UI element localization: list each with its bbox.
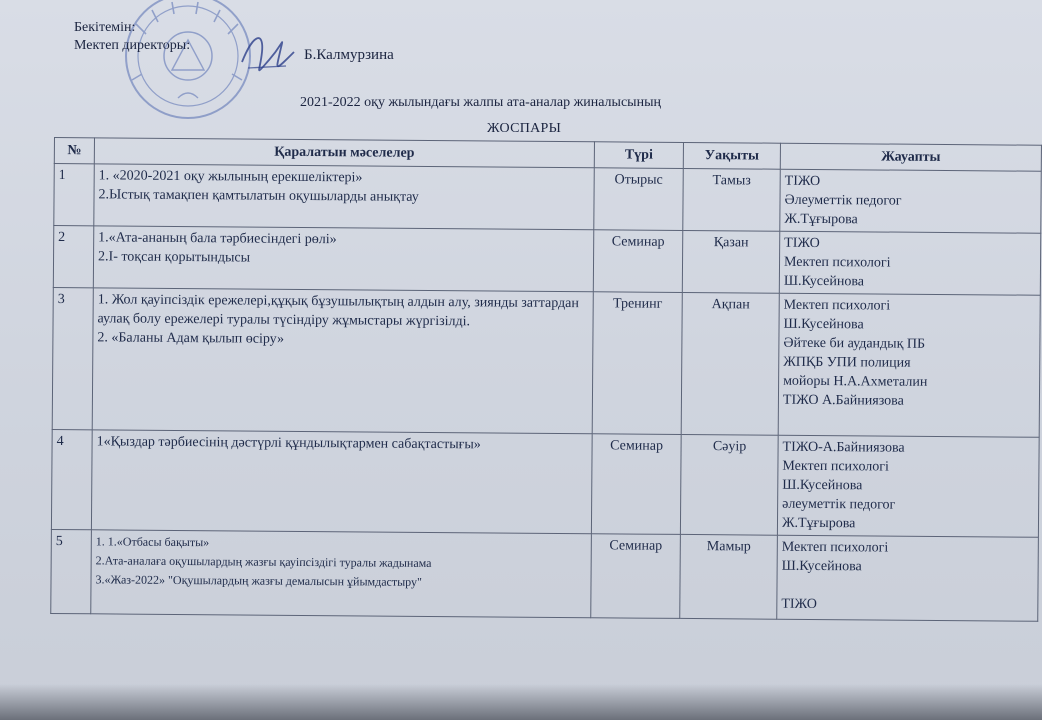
row-type: Семинар — [591, 434, 681, 535]
responsible-item: ТІЖО А.Байниязова — [782, 392, 904, 409]
row-type: Семинар — [593, 230, 682, 293]
row-time: Мамыр — [680, 534, 778, 619]
column-header-number: № — [54, 138, 94, 164]
photo-right-margin — [1042, 0, 1056, 720]
responsible-item: Мектеп психологі — [782, 458, 890, 475]
issue-item: 1. «2020-2021 оқу жылының ерекшеліктері» — [98, 168, 363, 186]
issue-item: 2.Ата-аналаға оқушылардың жазғы қауіпсіздігі туралы жадынама — [95, 553, 432, 570]
row-type: Отырыс — [594, 168, 683, 231]
responsible-item: ТІЖО-А.Байниязова — [782, 439, 905, 456]
table-row — [53, 226, 1040, 296]
row-time: Тамыз — [683, 168, 780, 231]
table-row — [52, 287, 1040, 437]
responsible-item: Мектеп психологі — [781, 539, 889, 556]
issue-item: 1. 1.«Отбасы бақыты» — [95, 534, 210, 550]
responsible-item: Ж.Тұғырова — [784, 211, 858, 228]
responsible-item: Ш.Кусейнова — [783, 316, 864, 333]
photo-bottom-shadow — [0, 684, 1056, 720]
issue-item: 1«Қыздар тәрбиесінің дәстүрлі құндылықтармен сабақтастығы» — [96, 434, 481, 453]
approved-label: Бекітемін: — [74, 20, 136, 35]
plan-table — [50, 137, 1042, 622]
responsible-item — [781, 576, 1033, 597]
row-number: 3 — [52, 287, 93, 429]
issue-item: 2. «Баланы Адам қылып өсіру» — [97, 330, 285, 347]
responsible-item: Ш.Кусейнова — [781, 558, 862, 575]
row-number: 1 — [54, 164, 94, 226]
responsible-item: әлеуметтік педогог — [782, 496, 896, 513]
row-number: 5 — [51, 529, 92, 613]
issue-item: 2.І- тоқсан қорытындысы — [98, 249, 251, 266]
row-type: Семинар — [591, 534, 681, 619]
director-name: Б.Калмурзина — [304, 47, 394, 63]
column-header-type: Түрі — [594, 142, 683, 169]
responsible-item: ТІЖО — [784, 235, 820, 252]
table-row — [51, 429, 1039, 537]
column-header-issues: Қаралатын мәселелер — [94, 138, 594, 168]
director-label: Мектеп директоры: — [74, 38, 191, 53]
row-responsible — [780, 169, 1041, 233]
issue-item: 3.«Жаз-2022» "Оқушылардың жазғы демалысын ұйымдастыру" — [95, 572, 422, 589]
responsible-item: мойоры Н.А.Ахметалин — [783, 373, 928, 390]
responsible-item: Мектеп психологі — [783, 297, 891, 314]
responsible-item: Әйтеке би аудандық ПБ — [783, 335, 926, 352]
row-issues — [94, 164, 594, 230]
row-time: Қазан — [682, 230, 779, 293]
responsible-item: Ш.Кусейнова — [782, 477, 863, 494]
row-type: Тренинг — [592, 292, 682, 435]
table-row — [54, 164, 1041, 234]
column-header-time: Уақыты — [683, 142, 780, 169]
table-row — [51, 529, 1039, 621]
row-responsible — [777, 435, 1039, 537]
document-subtitle: ЖОСПАРЫ — [487, 121, 562, 136]
responsible-item: Ш.Кусейнова — [783, 273, 865, 290]
row-responsible — [777, 535, 1039, 621]
row-issues — [91, 530, 592, 618]
director-signature — [234, 22, 304, 82]
row-issues — [92, 288, 593, 434]
document-title: 2021-2022 оқу жылындағы жалпы ата-аналар жиналысының — [300, 95, 661, 110]
issue-item: 1.«Ата-ананың бала тәрбиесіндегі рөлі» — [98, 230, 337, 248]
row-issues — [91, 430, 592, 534]
row-number: 4 — [51, 429, 92, 529]
responsible-item: ЖПҚБ УПИ полиция — [783, 354, 911, 371]
responsible-item: ТІЖО — [784, 173, 821, 190]
column-header-responsible: Жауапты — [780, 143, 1041, 171]
issue-item: 1. Жол қауіпсіздік ережелері,құқық бұзушылықтың алдын алу, зиянды заттардан аулақ болу ережелері туралы түсіндіру жұмыстары жүргізілді. — [97, 292, 579, 330]
responsible-item: ТІЖО — [781, 596, 817, 613]
responsible-item: Әлеуметтік педогог — [784, 192, 902, 209]
row-responsible — [779, 231, 1040, 295]
responsible-item: Ж.Тұғырова — [781, 515, 856, 532]
row-time: Сәуір — [680, 434, 778, 535]
row-time: Ақпан — [681, 292, 779, 435]
row-responsible — [778, 293, 1040, 437]
issue-item: 2.Ыстық тамақпен қамтылатын оқушыларды анықтау — [98, 187, 419, 205]
row-number: 2 — [53, 226, 93, 288]
responsible-item: Мектеп психологі — [783, 254, 891, 271]
row-issues — [93, 226, 593, 292]
